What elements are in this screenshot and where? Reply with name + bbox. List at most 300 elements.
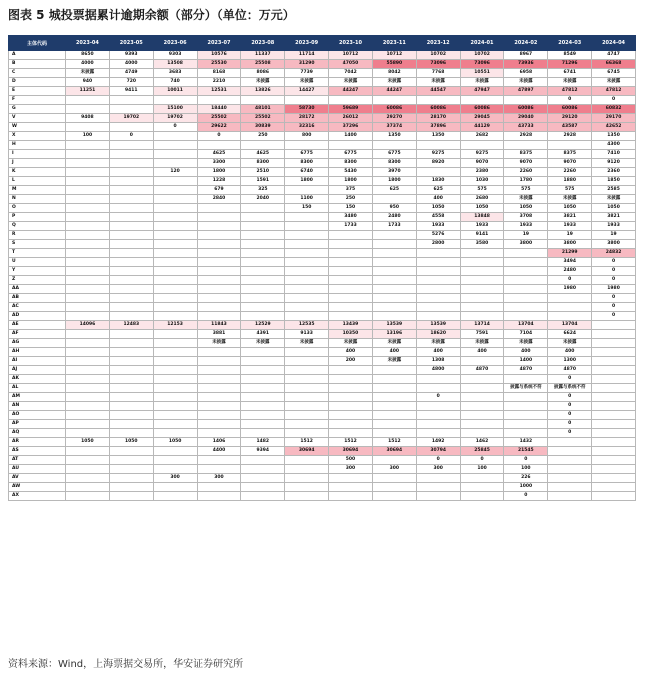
balance-cell: 66368: [592, 60, 636, 69]
balance-cell: [109, 339, 153, 348]
balance-cell: [66, 465, 110, 474]
balance-cell: [109, 429, 153, 438]
balance-cell: [416, 312, 460, 321]
entity-code-cell: AK: [9, 375, 66, 384]
balance-cell: [329, 303, 373, 312]
balance-cell: 60086: [372, 105, 416, 114]
balance-cell: 29040: [504, 114, 548, 123]
balance-cell: 47897: [504, 87, 548, 96]
balance-cell: [329, 483, 373, 492]
balance-cell: [460, 276, 504, 285]
balance-cell: [372, 258, 416, 267]
balance-cell: [109, 96, 153, 105]
balance-cell: [153, 420, 197, 429]
balance-cell: [285, 366, 329, 375]
balance-cell: 4749: [109, 69, 153, 78]
entity-code-cell: D: [9, 78, 66, 87]
balance-cell: [66, 456, 110, 465]
balance-cell: 60086: [416, 105, 460, 114]
balance-cell: 6958: [504, 69, 548, 78]
balance-cell: [153, 456, 197, 465]
balance-cell: [504, 267, 548, 276]
balance-cell: [197, 492, 241, 501]
balance-cell: [109, 294, 153, 303]
balance-cell: [548, 456, 592, 465]
balance-cell: [285, 285, 329, 294]
balance-cell: [285, 294, 329, 303]
balance-cell: [241, 474, 285, 483]
balance-cell: [241, 402, 285, 411]
balance-cell: [329, 96, 373, 105]
balance-cell: [460, 402, 504, 411]
balance-cell: [329, 420, 373, 429]
balance-cell: 19702: [109, 114, 153, 123]
balance-cell: [329, 384, 373, 393]
balance-cell: 0: [548, 276, 592, 285]
balance-cell: [66, 402, 110, 411]
balance-cell: [416, 249, 460, 258]
entity-code-cell: B: [9, 60, 66, 69]
balance-cell: [66, 141, 110, 150]
balance-cell: [109, 150, 153, 159]
balance-cell: [109, 402, 153, 411]
balance-cell: [197, 366, 241, 375]
table-row: [9, 222, 636, 231]
balance-cell: [66, 492, 110, 501]
balance-cell: [109, 312, 153, 321]
entity-code-cell: A: [9, 51, 66, 60]
balance-cell: 2260: [548, 168, 592, 177]
entity-code-cell: AJ: [9, 366, 66, 375]
balance-cell: [460, 294, 504, 303]
balance-cell: 30694: [285, 447, 329, 456]
balance-cell: 325: [241, 186, 285, 195]
balance-cell: [372, 474, 416, 483]
table-row: [9, 303, 636, 312]
balance-cell: [66, 204, 110, 213]
balance-cell: [416, 96, 460, 105]
balance-cell: [66, 240, 110, 249]
balance-cell: [153, 267, 197, 276]
balance-cell: 1800: [285, 177, 329, 186]
balance-cell: [241, 483, 285, 492]
balance-cell: 1512: [285, 438, 329, 447]
balance-cell: [153, 348, 197, 357]
balance-cell: 1933: [592, 222, 636, 231]
balance-cell: [504, 429, 548, 438]
balance-cell: 21299: [548, 249, 592, 258]
table-row: [9, 402, 636, 411]
table-row: [9, 249, 636, 258]
balance-cell: [197, 348, 241, 357]
balance-cell: 28172: [285, 114, 329, 123]
balance-cell: [592, 447, 636, 456]
balance-cell: 3683: [153, 69, 197, 78]
table-row: [9, 114, 636, 123]
balance-cell: [592, 438, 636, 447]
balance-cell: [285, 267, 329, 276]
balance-cell: 9141: [460, 231, 504, 240]
balance-cell: 13826: [241, 87, 285, 96]
balance-cell: 30794: [416, 447, 460, 456]
balance-cell: [66, 213, 110, 222]
entity-code-cell: AB: [9, 294, 66, 303]
balance-cell: [548, 447, 592, 456]
table-row: [9, 474, 636, 483]
balance-cell: 29045: [460, 114, 504, 123]
balance-cell: 0: [197, 132, 241, 141]
balance-cell: [153, 312, 197, 321]
balance-cell: 30694: [372, 447, 416, 456]
balance-cell: 1933: [504, 222, 548, 231]
balance-cell: 73936: [504, 60, 548, 69]
balance-cell: [109, 384, 153, 393]
balance-cell: 10350: [329, 330, 373, 339]
balance-cell: 2682: [460, 132, 504, 141]
balance-cell: 2360: [592, 168, 636, 177]
balance-cell: [66, 447, 110, 456]
balance-cell: [548, 483, 592, 492]
balance-cell: [109, 159, 153, 168]
balance-cell: [197, 483, 241, 492]
balance-cell: [197, 213, 241, 222]
balance-cell: 7739: [285, 69, 329, 78]
balance-cell: 0: [460, 456, 504, 465]
balance-cell: [460, 393, 504, 402]
balance-cell: 13704: [504, 321, 548, 330]
balance-cell: [153, 402, 197, 411]
table-row: [9, 492, 636, 501]
balance-cell: 58730: [285, 105, 329, 114]
balance-cell: [285, 420, 329, 429]
balance-cell: 2840: [197, 195, 241, 204]
balance-cell: [285, 384, 329, 393]
balance-cell: [285, 240, 329, 249]
balance-cell: 940: [66, 78, 110, 87]
balance-cell: [197, 375, 241, 384]
entity-code-cell: I: [9, 150, 66, 159]
balance-cell: [285, 429, 329, 438]
balance-cell: [109, 348, 153, 357]
overdue-balance-table: [8, 35, 636, 501]
balance-cell: 0: [548, 402, 592, 411]
balance-cell: [153, 177, 197, 186]
balance-cell: 19: [548, 231, 592, 240]
balance-cell: [153, 186, 197, 195]
balance-cell: [109, 222, 153, 231]
balance-cell: 375: [329, 186, 373, 195]
balance-cell: 14427: [285, 87, 329, 96]
balance-cell: 6624: [548, 330, 592, 339]
balance-cell: 4870: [548, 366, 592, 375]
balance-cell: 未披露: [416, 78, 460, 87]
table-row: [9, 159, 636, 168]
balance-cell: 8650: [66, 51, 110, 60]
table-row: [9, 420, 636, 429]
balance-cell: [372, 456, 416, 465]
balance-cell: [592, 483, 636, 492]
balance-cell: 4300: [592, 141, 636, 150]
balance-cell: [329, 141, 373, 150]
balance-cell: [153, 195, 197, 204]
table-row: [9, 438, 636, 447]
balance-cell: 12535: [285, 321, 329, 330]
balance-cell: 60086: [504, 105, 548, 114]
balance-cell: [241, 96, 285, 105]
balance-cell: [153, 447, 197, 456]
balance-cell: 47812: [592, 87, 636, 96]
balance-cell: [285, 96, 329, 105]
balance-cell: 100: [504, 465, 548, 474]
entity-code-cell: AR: [9, 438, 66, 447]
column-header-month: 2023-08: [241, 36, 285, 51]
balance-cell: 8042: [372, 69, 416, 78]
balance-cell: [285, 456, 329, 465]
balance-cell: [197, 258, 241, 267]
balance-cell: [504, 96, 548, 105]
balance-cell: [241, 393, 285, 402]
balance-cell: [416, 474, 460, 483]
balance-cell: [285, 276, 329, 285]
balance-cell: 60832: [592, 105, 636, 114]
balance-cell: [153, 240, 197, 249]
balance-cell: [548, 465, 592, 474]
entity-code-cell: S: [9, 240, 66, 249]
balance-cell: 400: [460, 348, 504, 357]
balance-cell: [592, 393, 636, 402]
balance-cell: [329, 285, 373, 294]
balance-cell: 未披露: [329, 78, 373, 87]
balance-cell: [153, 492, 197, 501]
balance-cell: [66, 294, 110, 303]
balance-cell: 55890: [372, 60, 416, 69]
balance-cell: [109, 123, 153, 132]
balance-cell: [504, 285, 548, 294]
balance-cell: 未披露: [416, 339, 460, 348]
entity-code-cell: G: [9, 105, 66, 114]
balance-cell: 73096: [460, 60, 504, 69]
balance-cell: [197, 393, 241, 402]
balance-cell: [592, 402, 636, 411]
table-row: [9, 69, 636, 78]
balance-cell: [241, 249, 285, 258]
balance-cell: 19: [592, 231, 636, 240]
table-row: [9, 186, 636, 195]
balance-cell: 3821: [548, 213, 592, 222]
balance-cell: 0: [548, 393, 592, 402]
balance-cell: [285, 483, 329, 492]
balance-cell: [548, 492, 592, 501]
table-row: [9, 267, 636, 276]
balance-cell: 10702: [460, 51, 504, 60]
balance-cell: 1933: [460, 222, 504, 231]
balance-cell: 48101: [241, 105, 285, 114]
balance-cell: [153, 483, 197, 492]
balance-cell: [66, 366, 110, 375]
balance-cell: [66, 123, 110, 132]
column-header-month: 2023-04: [66, 36, 110, 51]
balance-cell: 740: [153, 78, 197, 87]
balance-cell: 8300: [329, 159, 373, 168]
balance-cell: [109, 213, 153, 222]
balance-cell: 2585: [592, 186, 636, 195]
table-row: [9, 447, 636, 456]
balance-cell: [109, 375, 153, 384]
balance-cell: 0: [548, 420, 592, 429]
balance-cell: [592, 411, 636, 420]
balance-cell: 37896: [416, 123, 460, 132]
balance-cell: [241, 465, 285, 474]
balance-cell: [285, 393, 329, 402]
balance-cell: [197, 312, 241, 321]
balance-cell: [329, 402, 373, 411]
balance-cell: 4625: [241, 150, 285, 159]
entity-code-cell: J: [9, 159, 66, 168]
balance-cell: 2928: [504, 132, 548, 141]
balance-cell: [66, 258, 110, 267]
balance-cell: 300: [416, 465, 460, 474]
balance-cell: 60086: [548, 105, 592, 114]
balance-cell: [416, 168, 460, 177]
balance-cell: 1980: [592, 285, 636, 294]
table-row: [9, 258, 636, 267]
balance-cell: 未披露: [66, 69, 110, 78]
table-row: [9, 366, 636, 375]
balance-cell: [66, 222, 110, 231]
balance-cell: 625: [416, 186, 460, 195]
balance-cell: [285, 303, 329, 312]
balance-cell: [416, 285, 460, 294]
balance-cell: [66, 285, 110, 294]
balance-cell: 未披露: [460, 339, 504, 348]
balance-cell: [329, 267, 373, 276]
balance-cell: 150: [329, 204, 373, 213]
entity-code-cell: AP: [9, 420, 66, 429]
balance-cell: 6741: [548, 69, 592, 78]
balance-cell: 1350: [372, 132, 416, 141]
balance-cell: [504, 303, 548, 312]
balance-cell: [460, 411, 504, 420]
table-row: [9, 132, 636, 141]
balance-cell: [592, 465, 636, 474]
balance-cell: 29270: [372, 114, 416, 123]
balance-cell: 1933: [416, 222, 460, 231]
balance-cell: [548, 303, 592, 312]
balance-cell: [109, 474, 153, 483]
balance-cell: 未披露: [329, 339, 373, 348]
balance-cell: [329, 474, 373, 483]
balance-cell: [241, 348, 285, 357]
entity-code-cell: AI: [9, 357, 66, 366]
balance-cell: 37374: [372, 123, 416, 132]
balance-cell: [416, 294, 460, 303]
balance-cell: 1591: [241, 177, 285, 186]
balance-cell: [372, 312, 416, 321]
balance-cell: 1100: [285, 195, 329, 204]
table-row: [9, 195, 636, 204]
balance-cell: [285, 249, 329, 258]
balance-cell: [66, 375, 110, 384]
table-row: [9, 204, 636, 213]
balance-cell: [197, 294, 241, 303]
balance-cell: 未披露: [592, 195, 636, 204]
balance-cell: [153, 249, 197, 258]
balance-cell: 3821: [592, 213, 636, 222]
balance-cell: [460, 141, 504, 150]
balance-cell: [153, 393, 197, 402]
balance-cell: 26012: [329, 114, 373, 123]
balance-cell: [592, 492, 636, 501]
balance-cell: 18620: [416, 330, 460, 339]
table-row: [9, 105, 636, 114]
balance-cell: 60086: [460, 105, 504, 114]
balance-cell: [329, 312, 373, 321]
balance-cell: 未披露: [548, 195, 592, 204]
balance-cell: 9133: [285, 330, 329, 339]
balance-cell: 11251: [66, 87, 110, 96]
balance-cell: 1406: [197, 438, 241, 447]
balance-cell: 7591: [460, 330, 504, 339]
balance-cell: 披露与系统不符: [548, 384, 592, 393]
entity-code-cell: M: [9, 186, 66, 195]
entity-code-cell: AN: [9, 402, 66, 411]
balance-cell: [504, 420, 548, 429]
balance-cell: [504, 141, 548, 150]
balance-cell: 3800: [592, 240, 636, 249]
balance-cell: 7410: [592, 150, 636, 159]
balance-cell: 19702: [153, 114, 197, 123]
balance-cell: 1432: [504, 438, 548, 447]
balance-cell: 9408: [66, 114, 110, 123]
balance-cell: [285, 411, 329, 420]
balance-cell: 0: [548, 375, 592, 384]
entity-code-cell: Y: [9, 267, 66, 276]
balance-cell: 679: [197, 186, 241, 195]
balance-cell: [197, 276, 241, 285]
balance-cell: [153, 384, 197, 393]
balance-cell: [285, 348, 329, 357]
balance-cell: 100: [66, 132, 110, 141]
entity-code-cell: H: [9, 141, 66, 150]
balance-cell: [329, 375, 373, 384]
balance-cell: 1050: [460, 204, 504, 213]
balance-cell: [329, 366, 373, 375]
balance-cell: 0: [504, 456, 548, 465]
balance-cell: 6775: [372, 150, 416, 159]
balance-cell: [197, 411, 241, 420]
entity-code-cell: L: [9, 177, 66, 186]
balance-cell: [197, 357, 241, 366]
balance-cell: 11843: [197, 321, 241, 330]
balance-cell: [416, 492, 460, 501]
balance-cell: 1350: [592, 132, 636, 141]
balance-cell: 25845: [460, 447, 504, 456]
balance-cell: [460, 303, 504, 312]
balance-cell: 120: [153, 168, 197, 177]
balance-cell: [109, 186, 153, 195]
balance-cell: 3480: [329, 213, 373, 222]
balance-cell: [372, 420, 416, 429]
balance-cell: [66, 393, 110, 402]
balance-cell: [66, 384, 110, 393]
balance-cell: 13196: [372, 330, 416, 339]
balance-cell: 7104: [504, 330, 548, 339]
balance-cell: [66, 267, 110, 276]
table-row: [9, 330, 636, 339]
balance-cell: [153, 141, 197, 150]
balance-cell: 6740: [285, 168, 329, 177]
balance-cell: 未披露: [504, 339, 548, 348]
